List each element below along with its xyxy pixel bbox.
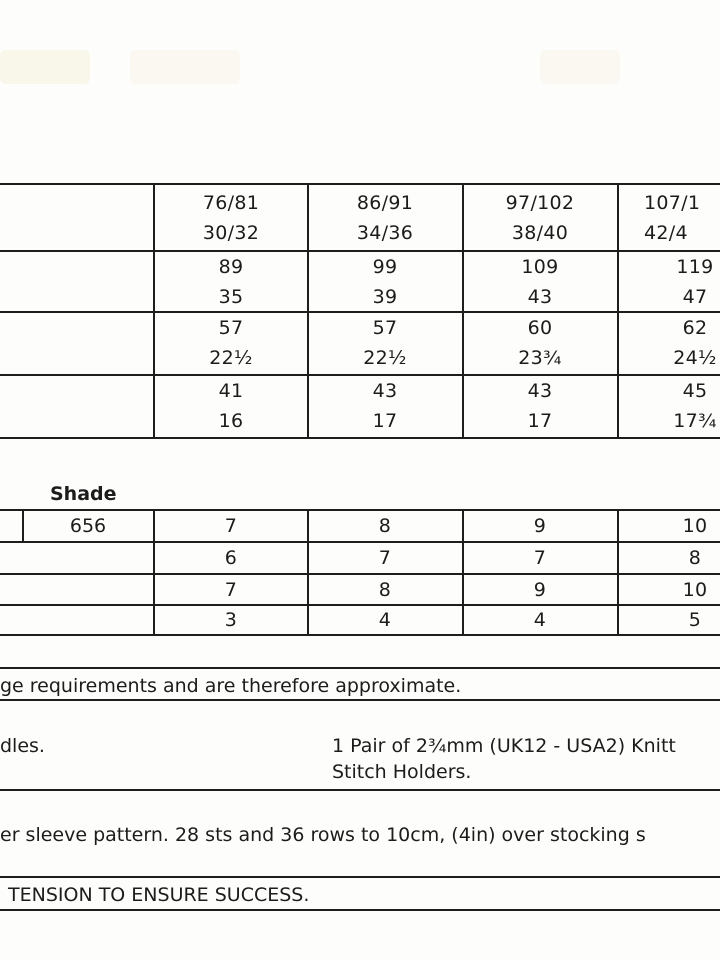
yarn-qty-cell: 7 — [224, 579, 238, 601]
measure-cell: 43 17 — [527, 380, 553, 432]
tension-warning: TENSION TO ENSURE SUCCESS. — [8, 884, 310, 906]
yarn-qty-cell: 8 — [378, 579, 392, 601]
measure-cell: 89 35 — [218, 256, 244, 308]
yarn-qty-cell: 8 — [378, 515, 392, 537]
yarn-qty-cell: 4 — [533, 609, 547, 631]
size-header: 97/102 38/40 — [505, 192, 575, 244]
tension-note: er sleeve pattern. 28 sts and 36 rows to 10cm, (4in) over stocking s — [0, 824, 646, 846]
yarn-qty-cell: 9 — [533, 515, 547, 537]
measure-cell: 57 22½ — [363, 317, 407, 369]
yarn-qty-cell: 6 — [224, 547, 238, 569]
table-rule — [0, 437, 720, 439]
measure-cell: 45 17¾ — [673, 380, 717, 432]
yarn-qty-cell: 7 — [378, 547, 392, 569]
measure-cell: 60 23¾ — [518, 317, 562, 369]
shade-column-label: Shade — [50, 483, 117, 505]
needles-line: 1 Pair of 2¾mm (UK12 - USA2) Knitt — [332, 735, 676, 757]
measure-cell: 62 24½ — [673, 317, 717, 369]
yarn-qty-cell: 9 — [533, 579, 547, 601]
yarn-qty-cell: 7 — [533, 547, 547, 569]
yarn-requirements-note: ge requirements and are therefore approximate. — [0, 675, 462, 697]
stitch-holders-line: Stitch Holders. — [332, 761, 472, 783]
needles-note-right — [332, 733, 676, 785]
size-header: 107/1 42/4 — [644, 192, 701, 244]
section-rule — [0, 667, 720, 669]
yarn-qty-cell: 5 — [688, 609, 702, 631]
size-header: 76/81 30/32 — [202, 192, 260, 244]
yarn-qty-cell: 7 — [224, 515, 238, 537]
section-rule — [0, 699, 720, 701]
measure-cell: 57 22½ — [209, 317, 253, 369]
table-rule — [0, 183, 720, 185]
yarn-qty-cell: 10 — [682, 515, 708, 537]
size-header: 86/91 34/36 — [356, 192, 414, 244]
section-rule — [0, 876, 720, 878]
faded-print-mark — [130, 50, 240, 84]
yarn-qty-cell: 10 — [682, 579, 708, 601]
faded-print-mark — [540, 50, 620, 84]
measure-cell: 41 16 — [218, 380, 244, 432]
yarn-qty-cell: 3 — [224, 609, 238, 631]
yarn-qty-cell: 8 — [688, 547, 702, 569]
measure-cell: 99 39 — [372, 256, 398, 308]
faded-print-mark — [0, 50, 90, 84]
yarn-qty-cell: 4 — [378, 609, 392, 631]
measure-cell: 119 47 — [676, 256, 714, 308]
measure-cell: 43 17 — [372, 380, 398, 432]
section-rule — [0, 789, 720, 791]
needles-note-left: dles. — [0, 735, 45, 757]
shade-number: 656 — [69, 515, 107, 537]
measure-cell: 109 43 — [521, 256, 559, 308]
section-rule — [0, 909, 720, 911]
